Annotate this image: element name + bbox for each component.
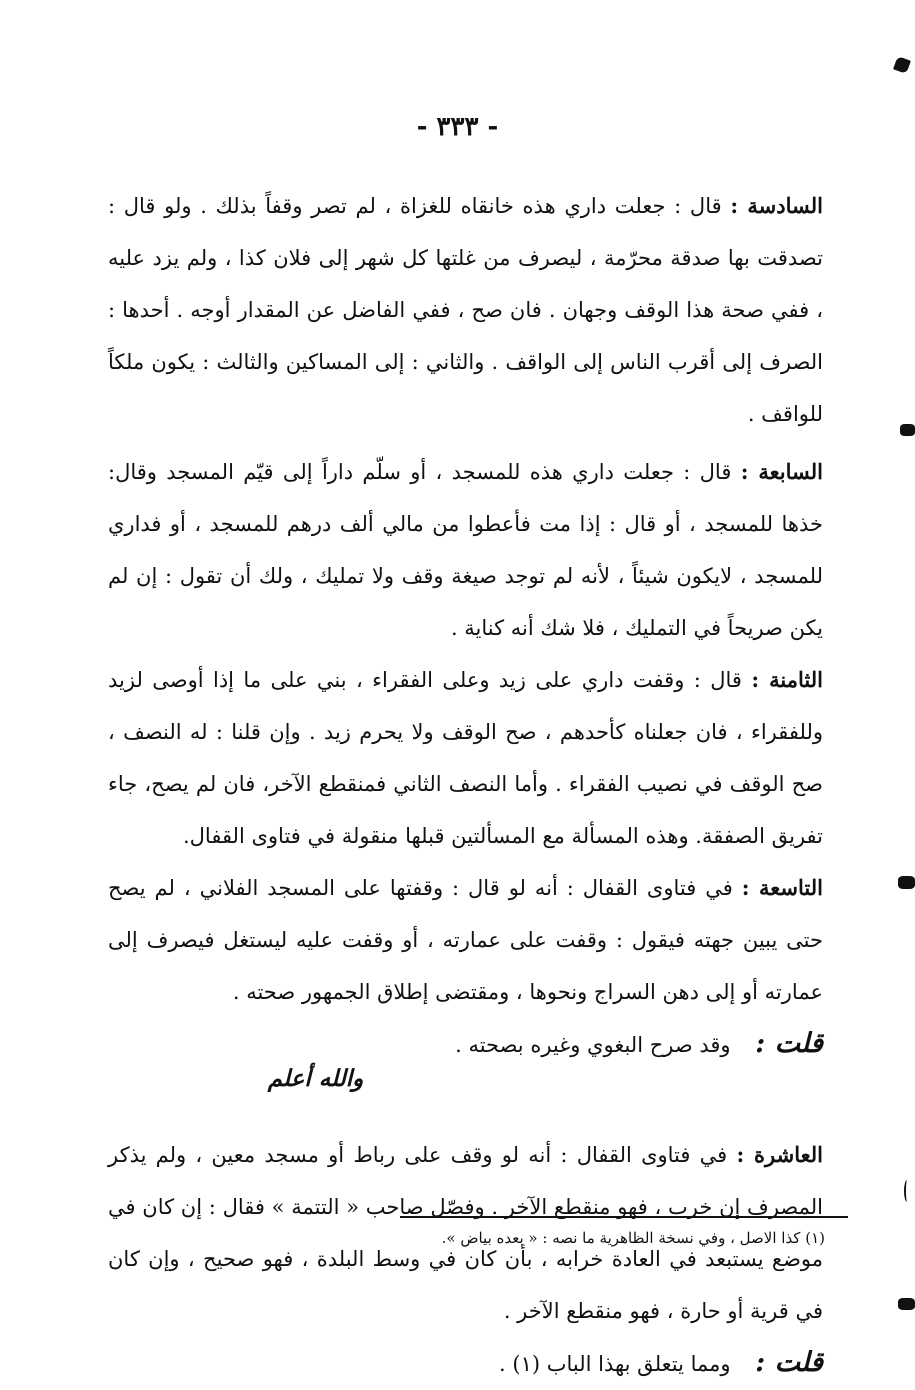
paragraph-lead: الثامنة :	[751, 667, 823, 692]
paragraph-text: في فتاوى القفال : أنه لو وقف على رباط أو مسجد معين ، ولم يذكر المصرف إن خرب ، فهو منقطع الآخر . وفصّل صاحب « التتمة » فقال : إن كان في موضع يستبعد في العادة خرابه ، بأن كان في وسط البلدة ، فهو صحيح ، وإن كان في قرية أو حارة ، فهو منقطع الآخر .	[108, 1143, 823, 1323]
qult-label: قلت :	[755, 1028, 823, 1059]
paragraph-text: قال : جعلت داري هذه خانقاه للغزاة ، لم تصر وقفاً بذلك . ولو قال : تصدقت بها صدقة محرّمة ، ليصرف من غلتها كل شهر إلى فلان كذا ، ولم يزد عليه ، ففي صحة هذا الوقف وجهان . فان صح ، ففي الفاضل عن المقدار أوجه . أحدها : الصرف إلى أقرب الناس إلى الواقف . والثاني : إلى المساكين والثالث : يكون ملكاً للواقف .	[108, 194, 823, 426]
page-number: - ٣٣٣ -	[416, 112, 499, 142]
paragraph-lead: السادسة :	[730, 193, 823, 218]
paragraph-lead: العاشرة :	[736, 1142, 824, 1167]
paragraph-text: قال : جعلت داري هذه للمسجد ، أو سلّم داراً إلى قيّم المسجد وقال: خذها للمسجد ، أو قال : إذا مت فأعطوا من مالي ألف درهم للمسجد ، أو فداري للمسجد ، لايكون شيئاً ، لأنه لم توجد صيغة وقف ولا تمليك ، ولك أن تقول : إن لم يكن صريحاً في التمليك ، فلا شك أنه كناية .	[108, 460, 823, 640]
scan-mark	[900, 424, 915, 436]
paragraph-eighth	[108, 654, 823, 862]
paragraph-text: وقد صرح البغوي وغيره بصحته .	[455, 1033, 731, 1057]
paragraph-lead: التاسعة :	[741, 875, 823, 900]
paragraph-seventh	[108, 446, 823, 654]
scan-mark	[898, 876, 915, 889]
scan-mark	[898, 1298, 915, 1310]
footnote-divider	[400, 1216, 848, 1218]
paragraph-text: قال : وقفت داري على زيد وعلى الفقراء ، بني على ما إذا أوصى لزيد وللفقراء ، فان جعلناه كأحدهم ، صح الوقف ولا يحرم زيد . وإن قلنا : له النصف ، صح الوقف في نصيب الفقراء . وأما النصف الثاني فمنقطع الآخر، فان لم يصح، جاء تفريق الصفقة. وهذه المسألة مع المسألتين قبلها منقولة في فتاوى القفال.	[108, 668, 823, 848]
paragraph-text: ومما يتعلق بهذا الباب (١) .	[499, 1352, 731, 1376]
footnote: (١) كذا الاصل ، وفي نسخة الظاهرية ما نصه : « بعده بياض ».	[441, 1229, 825, 1247]
paragraph-lead: السابعة :	[740, 459, 823, 484]
paragraph-sixth	[108, 180, 823, 440]
closing-formula: والله أعلم	[267, 1065, 364, 1092]
paragraph-ninth	[108, 862, 823, 1018]
scan-mark	[893, 56, 911, 74]
main-text	[108, 180, 823, 1390]
paragraph-qult-2	[108, 1337, 823, 1390]
scan-mark	[904, 1180, 910, 1202]
qult-label: قلت :	[755, 1347, 823, 1378]
paragraph-text: في فتاوى القفال : أنه لو قال : وقفتها على المسجد الفلاني ، لم يصح حتى يبين جهته فيقول : وقفت على عمارته ، أو وقفت عليه ليستغل فيصرف إلى عمارته أو إلى دهن السراج ونحوها ، ومقتضى إطلاق الجمهور صحته .	[108, 876, 823, 1004]
